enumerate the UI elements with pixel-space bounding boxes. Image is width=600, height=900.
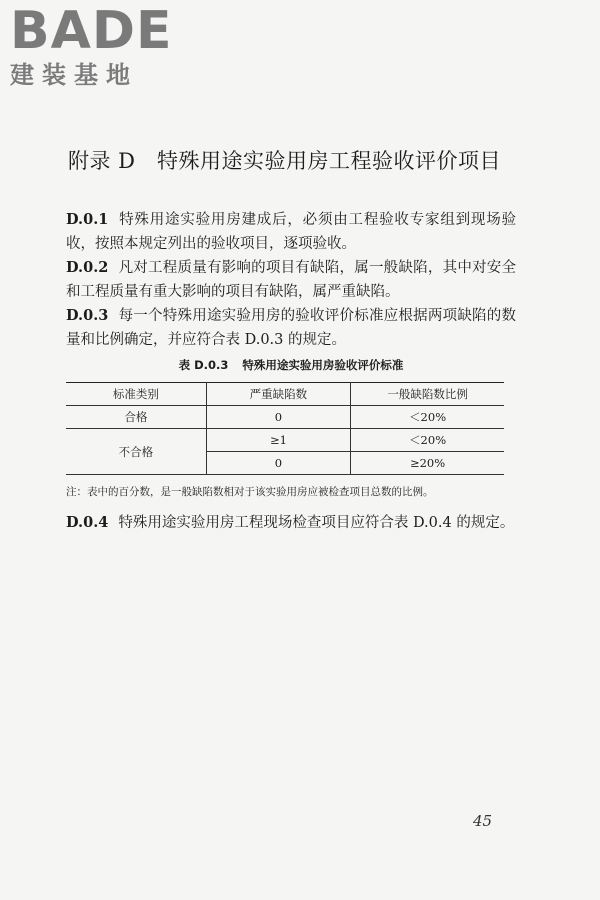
logo-wordmark: BADE	[10, 1, 173, 61]
clause-number: D.0.2	[66, 259, 109, 276]
table-cell-severe: 0	[206, 452, 351, 475]
page-number: 45	[473, 812, 493, 830]
logo	[10, 1, 180, 89]
logo-subtitle: 建装基地	[10, 61, 138, 89]
clause-text: 凡对工程质量有影响的项目有缺陷，属一般缺陷，其中对安全和工程质量有重大影响的项目有缺陷，属严重缺陷。	[66, 260, 516, 300]
table-cell-ratio: ＜20%	[351, 429, 504, 452]
clause-text: 特殊用途实验用房建成后，必须由工程验收专家组到现场验收，按照本规定列出的验收项目，逐项验收。	[66, 212, 516, 252]
clause-number: D.0.3	[66, 307, 109, 324]
evaluation-standard-table	[66, 382, 504, 475]
table-header-row	[66, 383, 504, 406]
table-caption-number: 表 D.0.3	[178, 358, 229, 372]
clause-text: 每一个特殊用途实验用房的验收评价标准应根据两项缺陷的数量和比例确定，并应符合表 D.0.3 的规定。	[66, 308, 516, 348]
table-cell-ratio: ≥20%	[351, 452, 504, 475]
clause-number: D.0.1	[66, 211, 109, 228]
clause-text: 特殊用途实验用房工程现场检查项目应符合表 D.0.4 的规定。	[118, 515, 515, 531]
table-note: 注：表中的百分数，是一般缺陷数相对于该实验用房应被检查项目总数的比例。	[66, 486, 434, 498]
clause-number: D.0.4	[66, 514, 109, 531]
column-header: 严重缺陷数	[206, 383, 351, 406]
clause-d03	[66, 304, 516, 352]
column-header: 一般缺陷数比例	[351, 383, 504, 406]
table-caption	[66, 357, 516, 373]
table-row	[66, 429, 504, 452]
column-header: 标准类别	[66, 383, 206, 406]
table-cell-category: 合格	[66, 406, 206, 429]
table-cell-ratio: ＜20%	[351, 406, 504, 429]
table-cell-severe: 0	[206, 406, 351, 429]
clause-d04	[66, 511, 516, 536]
clause-d01	[66, 208, 516, 256]
table-cell-category: 不合格	[66, 429, 206, 475]
appendix-title: 附录 D 特殊用途实验用房工程验收评价项目	[68, 149, 502, 173]
table-cell-severe: ≥1	[206, 429, 351, 452]
table-row	[66, 406, 504, 429]
table-caption-title: 特殊用途实验用房验收评价标准	[242, 358, 404, 372]
clause-d02	[66, 256, 516, 304]
